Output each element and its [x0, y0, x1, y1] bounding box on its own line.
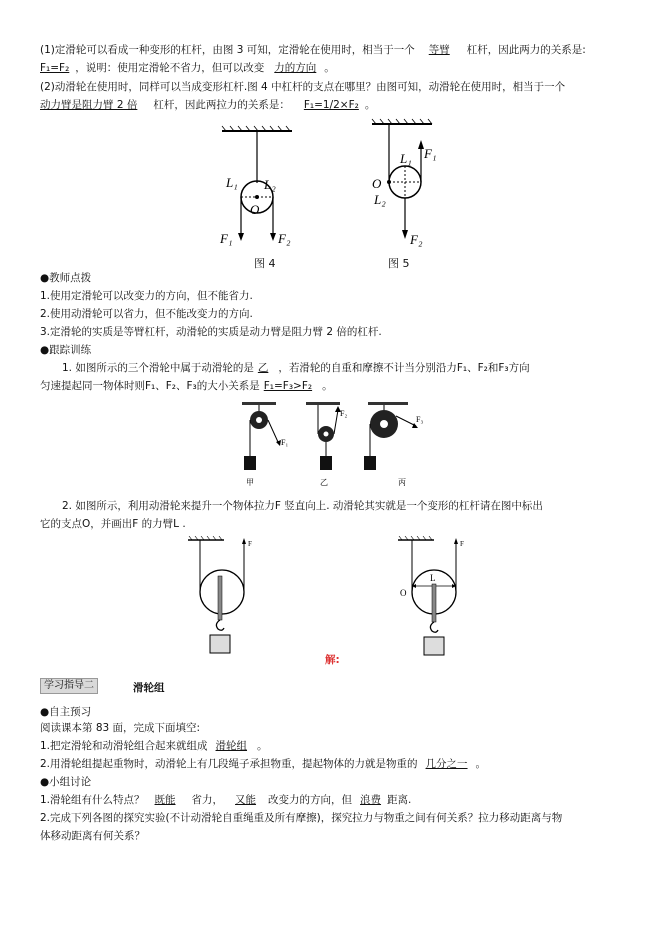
fig5-L1-label: L₁ — [400, 151, 412, 166]
q2-L-label: L — [430, 573, 436, 583]
g1-text: 1.滑轮组有什么特点？ — [40, 794, 145, 806]
p1-line2 — [40, 62, 335, 75]
g1-text-end: 距离. — [387, 794, 412, 806]
teacher-item-3: 3.定滑轮的实质是等臂杠杆，动滑轮的实质是动力臂是阻力臂 2 倍的杠杆. — [40, 326, 382, 338]
g1-text2: 省力， — [191, 794, 224, 806]
group-item-1 — [40, 794, 411, 807]
p1-text: (1)定滑轮可以看成一种变形的杠杆，由图 3 可知，定滑轮在使用时，相当于一个 — [40, 44, 415, 56]
blank-lever-type: 动力臂是阻力臂 2 倍 — [40, 99, 138, 111]
teacher-heading: ●教师点拨 — [40, 272, 92, 284]
self-study-item-2 — [40, 758, 486, 771]
s2-text-end: 。 — [475, 758, 487, 770]
figure-three-pulleys — [234, 400, 424, 490]
fig4-L1-label: L₁ — [226, 175, 238, 190]
g1-text3: 改变力的方向，但 — [268, 794, 353, 806]
answer-label: 解: — [325, 654, 340, 666]
training-heading: ●跟踪训练 — [40, 344, 92, 356]
fig-force-F3: F₃ — [416, 415, 424, 424]
p1-line1 — [40, 44, 586, 57]
q1-text: 1. 如图所示的三个滑轮中属于动滑轮的是 — [62, 362, 254, 374]
figure-5-movable-pulley — [362, 118, 452, 250]
fig5-caption: 图 5 — [388, 257, 410, 270]
fig4-F1-label: F₁ — [220, 231, 233, 246]
blank-pulley-block: 滑轮组 — [215, 740, 248, 752]
p1-text-end: 杠杆，因此两力的关系是: — [466, 44, 586, 56]
s2-text: 2.用滑轮组提起重物时，动滑轮上有几段绳子承担物重，提起物体的力就是物重的 — [40, 758, 418, 770]
fig-label-yi: 乙 — [320, 478, 328, 487]
blank-direction: 力的方向 — [274, 62, 317, 74]
group-heading: ●小组讨论 — [40, 776, 92, 788]
figure-4-movable-pulley — [212, 125, 302, 250]
q1-text2: ，若滑轮的自重和摩擦不计当分别沿力F₁、F₂和F₃方向 — [278, 362, 530, 374]
s1-text: 1.把定滑轮和动滑轮组合起来就组成 — [40, 740, 208, 752]
blank-force-relation: F₁=F₂ — [40, 62, 70, 74]
fig5-F1-label: F₁ — [424, 146, 437, 161]
fig4-O-label: O — [250, 202, 260, 217]
q2-O-label: O — [400, 588, 407, 598]
fig-label-jia: 甲 — [246, 478, 254, 487]
fig4-L2-label: L₂ — [264, 177, 276, 192]
q1-line1 — [62, 362, 530, 375]
q2-left-F-label: F — [248, 540, 252, 548]
blank-movable-pulley: 乙 — [257, 362, 269, 374]
blank-can-change: 又能 — [235, 794, 257, 806]
self-study-heading: ●自主预习 — [40, 706, 92, 718]
section-title: 滑轮组 — [133, 682, 165, 694]
fig5-O-label: O — [372, 176, 382, 191]
q2-line1: 2. 如图所示，利用动滑轮来提升一个物体拉力F 竖直向上. 动滑轮其实就是一个变形的杠杆请在图中标出 — [62, 500, 543, 512]
q1-line2 — [40, 380, 333, 393]
group-item-2-line2: 体移动距离有何关系？ — [40, 830, 145, 842]
fig5-L2-label: L₂ — [374, 192, 386, 207]
s1-text-end: 。 — [257, 740, 268, 752]
blank-can-save: 既能 — [154, 794, 176, 806]
figure-q2-pulley-solution — [394, 536, 484, 661]
q2-line2: 它的支点O，并画出F 的力臂L . — [40, 518, 186, 530]
blank-force-compare: F₁=F₃>F₂ — [263, 380, 313, 392]
fig5-F2-label: F₂ — [410, 232, 423, 247]
blank-force-half: F₁=1/2×F₂ — [303, 99, 359, 111]
figure-q2-pulley — [184, 536, 274, 661]
q1-text-end: 。 — [322, 380, 333, 392]
fig-force-F1: F₁ — [281, 438, 289, 447]
p1-text3: 。 — [324, 62, 335, 74]
fig4-caption: 图 4 — [254, 257, 276, 270]
q1-text3: 匀速提起同一物体时则F₁、F₂、F₃的大小关系是 — [40, 380, 260, 392]
section-tag: 学习指导二 — [40, 678, 98, 694]
fig4-F2-label: F₂ — [278, 231, 291, 246]
group-item-2-line1: 2.完成下列各图的探究实验(不计动滑轮自重绳重及所有摩擦)，探究拉力与物重之间有何关系？拉力移动距离与物 — [40, 812, 563, 824]
teacher-item-2: 2.使用动滑轮可以省力，但不能改变力的方向. — [40, 308, 253, 320]
p1-text2: ，说明：使用定滑轮不省力，但可以改变 — [75, 62, 265, 74]
p2-text: 杠杆，因此两拉力的关系是： — [153, 99, 290, 111]
self-study-intro: 阅读课本第 83 面，完成下面填空: — [40, 722, 201, 734]
blank-fraction: 几分之一 — [425, 758, 468, 770]
fig-force-F2: F₂ — [340, 409, 348, 418]
teacher-item-1: 1.使用定滑轮可以改变力的方向，但不能省力. — [40, 290, 253, 302]
blank-waste: 浪费 — [360, 794, 382, 806]
fig-label-bing: 丙 — [398, 478, 406, 487]
self-study-item-1 — [40, 740, 268, 753]
p2-line1: (2)动滑轮在使用时，同样可以当成变形杠杆.图 4 中杠杆的支点在哪里？由图可知，动滑轮在使用时，相当于一个 — [40, 81, 566, 93]
q2-right-F-label: F — [460, 540, 464, 548]
blank-equal-arm: 等臂 — [428, 44, 450, 56]
p2-line2 — [40, 99, 375, 112]
p2-text-end: 。 — [364, 99, 376, 111]
